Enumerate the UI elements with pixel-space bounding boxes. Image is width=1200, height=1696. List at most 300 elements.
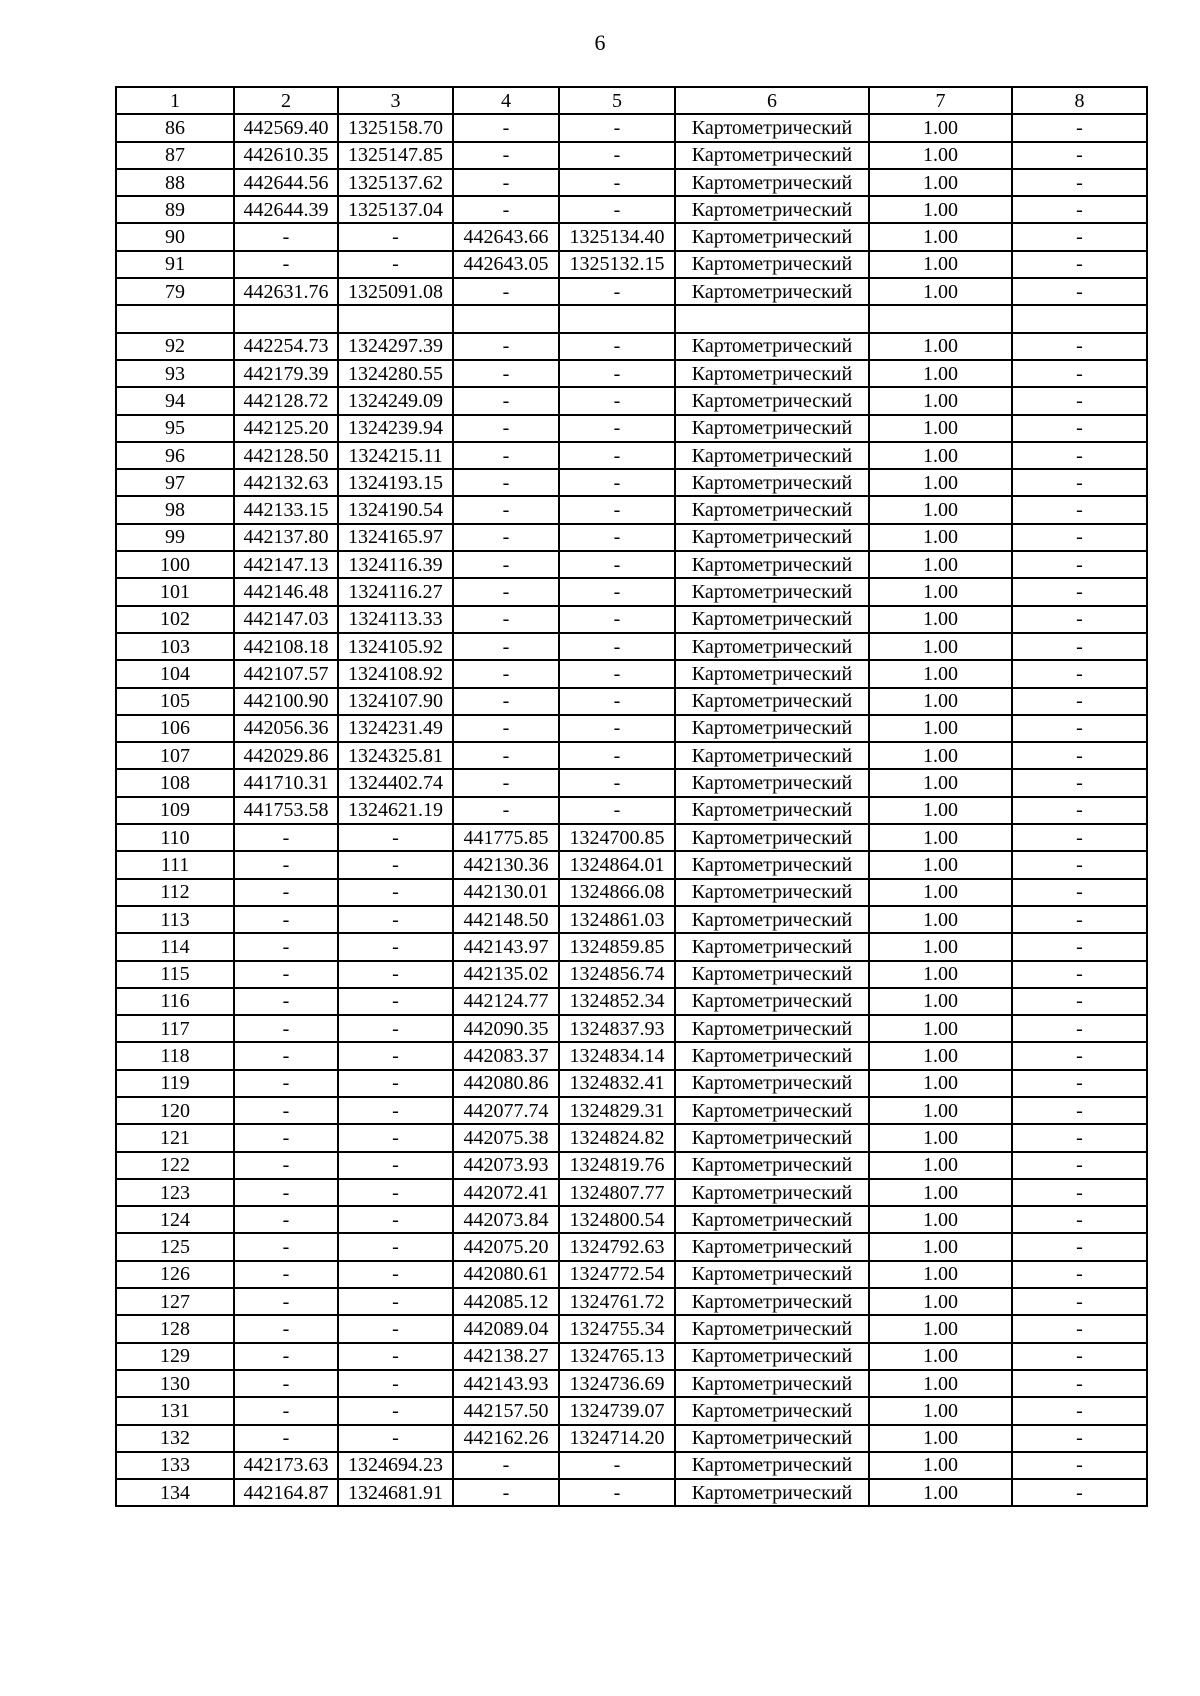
x-coordinate-cell: 442128.50 bbox=[234, 442, 338, 469]
accuracy-cell: 1.00 bbox=[869, 142, 1012, 169]
table-row bbox=[116, 251, 1147, 278]
note-cell: - bbox=[1012, 851, 1147, 878]
method-cell: Картометрический bbox=[675, 1179, 869, 1206]
table-row bbox=[116, 496, 1147, 523]
x-coordinate-alt-cell: - bbox=[453, 169, 559, 196]
method-cell: Картометрический bbox=[675, 1124, 869, 1151]
table-row bbox=[116, 1179, 1147, 1206]
x-coordinate-alt-cell bbox=[453, 305, 559, 332]
point-number-cell: 100 bbox=[116, 551, 234, 578]
y-coordinate-cell: - bbox=[338, 824, 453, 851]
y-coordinate-cell: - bbox=[338, 933, 453, 960]
table-row bbox=[116, 824, 1147, 851]
point-number-cell: 113 bbox=[116, 906, 234, 933]
x-coordinate-alt-cell: - bbox=[453, 142, 559, 169]
accuracy-cell: 1.00 bbox=[869, 688, 1012, 715]
x-coordinate-cell: 442179.39 bbox=[234, 360, 338, 387]
accuracy-cell: 1.00 bbox=[869, 333, 1012, 360]
point-number-cell: 86 bbox=[116, 114, 234, 141]
x-coordinate-alt-cell: 442077.74 bbox=[453, 1097, 559, 1124]
method-cell: Картометрический bbox=[675, 1315, 869, 1342]
x-coordinate-alt-cell: 442162.26 bbox=[453, 1425, 559, 1452]
method-cell: Картометрический bbox=[675, 1233, 869, 1260]
y-coordinate-alt-cell: - bbox=[559, 742, 675, 769]
point-number-cell: 112 bbox=[116, 879, 234, 906]
y-coordinate-cell: 1324193.15 bbox=[338, 469, 453, 496]
x-coordinate-cell: 442147.03 bbox=[234, 606, 338, 633]
y-coordinate-cell: - bbox=[338, 1179, 453, 1206]
note-cell: - bbox=[1012, 660, 1147, 687]
table-row bbox=[116, 578, 1147, 605]
note-cell: - bbox=[1012, 1370, 1147, 1397]
note-cell: - bbox=[1012, 578, 1147, 605]
table-row bbox=[116, 333, 1147, 360]
x-coordinate-cell: 442100.90 bbox=[234, 688, 338, 715]
method-cell: Картометрический bbox=[675, 251, 869, 278]
method-cell: Картометрический bbox=[675, 769, 869, 796]
point-number-cell: 92 bbox=[116, 333, 234, 360]
column-header: 1 bbox=[116, 87, 234, 114]
y-coordinate-alt-cell: - bbox=[559, 688, 675, 715]
accuracy-cell: 1.00 bbox=[869, 824, 1012, 851]
y-coordinate-alt-cell: 1324832.41 bbox=[559, 1070, 675, 1097]
y-coordinate-alt-cell: 1324739.07 bbox=[559, 1397, 675, 1424]
note-cell: - bbox=[1012, 1343, 1147, 1370]
x-coordinate-cell: 442644.56 bbox=[234, 169, 338, 196]
accuracy-cell: 1.00 bbox=[869, 360, 1012, 387]
table-row bbox=[116, 1425, 1147, 1452]
y-coordinate-alt-cell: - bbox=[559, 578, 675, 605]
note-cell: - bbox=[1012, 196, 1147, 223]
point-number-cell: 119 bbox=[116, 1070, 234, 1097]
x-coordinate-alt-cell: - bbox=[453, 1479, 559, 1506]
x-coordinate-alt-cell: - bbox=[453, 278, 559, 305]
y-coordinate-cell: - bbox=[338, 251, 453, 278]
accuracy-cell bbox=[869, 305, 1012, 332]
y-coordinate-alt-cell: 1324829.31 bbox=[559, 1097, 675, 1124]
x-coordinate-alt-cell: - bbox=[453, 633, 559, 660]
x-coordinate-cell: 442132.63 bbox=[234, 469, 338, 496]
table-row bbox=[116, 278, 1147, 305]
x-coordinate-alt-cell: - bbox=[453, 333, 559, 360]
column-header: 2 bbox=[234, 87, 338, 114]
x-coordinate-cell: - bbox=[234, 824, 338, 851]
y-coordinate-cell: 1324108.92 bbox=[338, 660, 453, 687]
y-coordinate-cell: - bbox=[338, 1370, 453, 1397]
point-number-cell bbox=[116, 305, 234, 332]
note-cell: - bbox=[1012, 415, 1147, 442]
point-number-cell: 88 bbox=[116, 169, 234, 196]
method-cell: Картометрический bbox=[675, 1261, 869, 1288]
table-row bbox=[116, 415, 1147, 442]
point-number-cell: 108 bbox=[116, 769, 234, 796]
x-coordinate-alt-cell: - bbox=[453, 524, 559, 551]
point-number-cell: 93 bbox=[116, 360, 234, 387]
y-coordinate-cell: - bbox=[338, 1315, 453, 1342]
page-number: 6 bbox=[594, 30, 606, 55]
table-row bbox=[116, 988, 1147, 1015]
accuracy-cell: 1.00 bbox=[869, 660, 1012, 687]
accuracy-cell: 1.00 bbox=[869, 223, 1012, 250]
y-coordinate-cell: - bbox=[338, 961, 453, 988]
x-coordinate-cell: - bbox=[234, 1015, 338, 1042]
note-cell: - bbox=[1012, 251, 1147, 278]
point-number-cell: 125 bbox=[116, 1233, 234, 1260]
x-coordinate-alt-cell: 442080.61 bbox=[453, 1261, 559, 1288]
accuracy-cell: 1.00 bbox=[869, 196, 1012, 223]
point-number-cell: 89 bbox=[116, 196, 234, 223]
point-number-cell: 118 bbox=[116, 1042, 234, 1069]
table-row bbox=[116, 1397, 1147, 1424]
accuracy-cell: 1.00 bbox=[869, 278, 1012, 305]
y-coordinate-cell: 1324113.33 bbox=[338, 606, 453, 633]
table-row bbox=[116, 1343, 1147, 1370]
point-number-cell: 106 bbox=[116, 715, 234, 742]
accuracy-cell: 1.00 bbox=[869, 1261, 1012, 1288]
accuracy-cell: 1.00 bbox=[869, 1179, 1012, 1206]
y-coordinate-alt-cell: 1324800.54 bbox=[559, 1206, 675, 1233]
table-row bbox=[116, 442, 1147, 469]
method-cell: Картометрический bbox=[675, 169, 869, 196]
y-coordinate-alt-cell: - bbox=[559, 278, 675, 305]
y-coordinate-cell: 1325137.04 bbox=[338, 196, 453, 223]
accuracy-cell: 1.00 bbox=[869, 415, 1012, 442]
table-row bbox=[116, 1042, 1147, 1069]
y-coordinate-alt-cell: 1324736.69 bbox=[559, 1370, 675, 1397]
x-coordinate-alt-cell: - bbox=[453, 496, 559, 523]
method-cell: Картометрический bbox=[675, 933, 869, 960]
table-row bbox=[116, 1288, 1147, 1315]
table-row bbox=[116, 1479, 1147, 1506]
note-cell: - bbox=[1012, 442, 1147, 469]
y-coordinate-cell: 1325091.08 bbox=[338, 278, 453, 305]
y-coordinate-alt-cell: - bbox=[559, 333, 675, 360]
x-coordinate-cell: - bbox=[234, 1042, 338, 1069]
table-row bbox=[116, 851, 1147, 878]
method-cell: Картометрический bbox=[675, 1288, 869, 1315]
table-row bbox=[116, 1152, 1147, 1179]
method-cell: Картометрический bbox=[675, 688, 869, 715]
method-cell: Картометрический bbox=[675, 715, 869, 742]
x-coordinate-cell: 442107.57 bbox=[234, 660, 338, 687]
x-coordinate-alt-cell: 442072.41 bbox=[453, 1179, 559, 1206]
table-body bbox=[116, 114, 1147, 1506]
column-header: 4 bbox=[453, 87, 559, 114]
x-coordinate-cell: - bbox=[234, 223, 338, 250]
x-coordinate-cell: 441710.31 bbox=[234, 769, 338, 796]
note-cell: - bbox=[1012, 606, 1147, 633]
y-coordinate-cell: 1325158.70 bbox=[338, 114, 453, 141]
method-cell: Картометрический bbox=[675, 797, 869, 824]
y-coordinate-alt-cell: 1324755.34 bbox=[559, 1315, 675, 1342]
table-row bbox=[116, 1015, 1147, 1042]
note-cell: - bbox=[1012, 360, 1147, 387]
method-cell: Картометрический bbox=[675, 1425, 869, 1452]
y-coordinate-alt-cell: 1324714.20 bbox=[559, 1425, 675, 1452]
note-cell: - bbox=[1012, 1015, 1147, 1042]
point-number-cell: 94 bbox=[116, 387, 234, 414]
y-coordinate-cell: 1324239.94 bbox=[338, 415, 453, 442]
note-cell: - bbox=[1012, 333, 1147, 360]
point-number-cell: 130 bbox=[116, 1370, 234, 1397]
method-cell: Картометрический bbox=[675, 1452, 869, 1479]
x-coordinate-cell: - bbox=[234, 1288, 338, 1315]
y-coordinate-cell: 1324297.39 bbox=[338, 333, 453, 360]
x-coordinate-cell: - bbox=[234, 1343, 338, 1370]
x-coordinate-alt-cell: 442143.93 bbox=[453, 1370, 559, 1397]
y-coordinate-cell: 1324107.90 bbox=[338, 688, 453, 715]
note-cell: - bbox=[1012, 742, 1147, 769]
x-coordinate-alt-cell: 442130.36 bbox=[453, 851, 559, 878]
x-coordinate-cell: - bbox=[234, 1370, 338, 1397]
x-coordinate-alt-cell: 442090.35 bbox=[453, 1015, 559, 1042]
x-coordinate-cell: - bbox=[234, 1233, 338, 1260]
y-coordinate-cell: 1325137.62 bbox=[338, 169, 453, 196]
accuracy-cell: 1.00 bbox=[869, 496, 1012, 523]
table-row bbox=[116, 742, 1147, 769]
method-cell: Картометрический bbox=[675, 387, 869, 414]
y-coordinate-cell bbox=[338, 305, 453, 332]
y-coordinate-cell: 1324165.97 bbox=[338, 524, 453, 551]
x-coordinate-alt-cell: - bbox=[453, 578, 559, 605]
y-coordinate-alt-cell: - bbox=[559, 496, 675, 523]
y-coordinate-alt-cell: - bbox=[559, 169, 675, 196]
x-coordinate-cell: - bbox=[234, 1425, 338, 1452]
x-coordinate-alt-cell: 442143.97 bbox=[453, 933, 559, 960]
accuracy-cell: 1.00 bbox=[869, 606, 1012, 633]
x-coordinate-cell: 442137.80 bbox=[234, 524, 338, 551]
coordinates-table bbox=[115, 86, 1148, 1507]
x-coordinate-cell: 442029.86 bbox=[234, 742, 338, 769]
point-number-cell: 131 bbox=[116, 1397, 234, 1424]
point-number-cell: 126 bbox=[116, 1261, 234, 1288]
note-cell: - bbox=[1012, 114, 1147, 141]
note-cell: - bbox=[1012, 496, 1147, 523]
method-cell: Картометрический bbox=[675, 114, 869, 141]
point-number-cell: 133 bbox=[116, 1452, 234, 1479]
table-row bbox=[116, 769, 1147, 796]
x-coordinate-alt-cell: 442089.04 bbox=[453, 1315, 559, 1342]
note-cell: - bbox=[1012, 961, 1147, 988]
point-number-cell: 124 bbox=[116, 1206, 234, 1233]
x-coordinate-cell: - bbox=[234, 906, 338, 933]
method-cell: Картометрический bbox=[675, 415, 869, 442]
accuracy-cell: 1.00 bbox=[869, 1343, 1012, 1370]
accuracy-cell: 1.00 bbox=[869, 169, 1012, 196]
table-row bbox=[116, 715, 1147, 742]
point-number-cell: 127 bbox=[116, 1288, 234, 1315]
note-cell: - bbox=[1012, 1288, 1147, 1315]
method-cell: Картометрический bbox=[675, 1206, 869, 1233]
y-coordinate-cell: - bbox=[338, 1397, 453, 1424]
point-number-cell: 129 bbox=[116, 1343, 234, 1370]
table-row bbox=[116, 1370, 1147, 1397]
point-number-cell: 110 bbox=[116, 824, 234, 851]
accuracy-cell: 1.00 bbox=[869, 1042, 1012, 1069]
method-cell: Картометрический bbox=[675, 1343, 869, 1370]
table-row bbox=[116, 797, 1147, 824]
note-cell: - bbox=[1012, 1479, 1147, 1506]
x-coordinate-alt-cell: 442148.50 bbox=[453, 906, 559, 933]
x-coordinate-alt-cell: - bbox=[453, 114, 559, 141]
point-number-cell: 123 bbox=[116, 1179, 234, 1206]
accuracy-cell: 1.00 bbox=[869, 1152, 1012, 1179]
method-cell: Картометрический bbox=[675, 196, 869, 223]
x-coordinate-alt-cell: 442075.38 bbox=[453, 1124, 559, 1151]
point-number-cell: 90 bbox=[116, 223, 234, 250]
y-coordinate-cell: 1324325.81 bbox=[338, 742, 453, 769]
y-coordinate-cell: - bbox=[338, 1206, 453, 1233]
x-coordinate-alt-cell: - bbox=[453, 742, 559, 769]
y-coordinate-cell: 1324116.39 bbox=[338, 551, 453, 578]
method-cell: Картометрический bbox=[675, 988, 869, 1015]
table-row bbox=[116, 606, 1147, 633]
method-cell: Картометрический bbox=[675, 278, 869, 305]
point-number-cell: 99 bbox=[116, 524, 234, 551]
accuracy-cell: 1.00 bbox=[869, 933, 1012, 960]
table-row bbox=[116, 660, 1147, 687]
accuracy-cell: 1.00 bbox=[869, 469, 1012, 496]
y-coordinate-alt-cell: - bbox=[559, 196, 675, 223]
note-cell: - bbox=[1012, 1397, 1147, 1424]
x-coordinate-alt-cell: - bbox=[453, 551, 559, 578]
column-header: 5 bbox=[559, 87, 675, 114]
table-row bbox=[116, 223, 1147, 250]
y-coordinate-cell: - bbox=[338, 1261, 453, 1288]
method-cell: Картометрический bbox=[675, 1097, 869, 1124]
method-cell: Картометрический bbox=[675, 223, 869, 250]
accuracy-cell: 1.00 bbox=[869, 1397, 1012, 1424]
table-row bbox=[116, 387, 1147, 414]
x-coordinate-cell: 442164.87 bbox=[234, 1479, 338, 1506]
y-coordinate-alt-cell: - bbox=[559, 660, 675, 687]
table-row bbox=[116, 1452, 1147, 1479]
accuracy-cell: 1.00 bbox=[869, 851, 1012, 878]
y-coordinate-cell: - bbox=[338, 851, 453, 878]
point-number-cell: 95 bbox=[116, 415, 234, 442]
method-cell: Картометрический bbox=[675, 578, 869, 605]
y-coordinate-alt-cell: 1324866.08 bbox=[559, 879, 675, 906]
y-coordinate-alt-cell: 1324792.63 bbox=[559, 1233, 675, 1260]
x-coordinate-cell: - bbox=[234, 851, 338, 878]
note-cell: - bbox=[1012, 797, 1147, 824]
column-header: 7 bbox=[869, 87, 1012, 114]
note-cell: - bbox=[1012, 1452, 1147, 1479]
x-coordinate-cell: - bbox=[234, 251, 338, 278]
x-coordinate-alt-cell: - bbox=[453, 360, 559, 387]
y-coordinate-cell: - bbox=[338, 1288, 453, 1315]
y-coordinate-alt-cell: 1324761.72 bbox=[559, 1288, 675, 1315]
table-row bbox=[116, 906, 1147, 933]
y-coordinate-alt-cell: - bbox=[559, 1479, 675, 1506]
point-number-cell: 79 bbox=[116, 278, 234, 305]
method-cell: Картометрический bbox=[675, 1015, 869, 1042]
point-number-cell: 107 bbox=[116, 742, 234, 769]
point-number-cell: 128 bbox=[116, 1315, 234, 1342]
accuracy-cell: 1.00 bbox=[869, 1452, 1012, 1479]
y-coordinate-alt-cell: 1324837.93 bbox=[559, 1015, 675, 1042]
x-coordinate-cell: 442108.18 bbox=[234, 633, 338, 660]
y-coordinate-cell: 1324215.11 bbox=[338, 442, 453, 469]
y-coordinate-cell: 1324280.55 bbox=[338, 360, 453, 387]
y-coordinate-alt-cell bbox=[559, 305, 675, 332]
accuracy-cell: 1.00 bbox=[869, 1288, 1012, 1315]
accuracy-cell: 1.00 bbox=[869, 1070, 1012, 1097]
y-coordinate-alt-cell: 1325134.40 bbox=[559, 223, 675, 250]
note-cell: - bbox=[1012, 906, 1147, 933]
y-coordinate-alt-cell: 1324807.77 bbox=[559, 1179, 675, 1206]
x-coordinate-alt-cell: 442075.20 bbox=[453, 1233, 559, 1260]
x-coordinate-alt-cell: 442138.27 bbox=[453, 1343, 559, 1370]
table-header-row bbox=[116, 87, 1147, 114]
accuracy-cell: 1.00 bbox=[869, 578, 1012, 605]
note-cell: - bbox=[1012, 469, 1147, 496]
x-coordinate-cell: 442631.76 bbox=[234, 278, 338, 305]
table-row bbox=[116, 1124, 1147, 1151]
note-cell: - bbox=[1012, 988, 1147, 1015]
y-coordinate-cell: 1324694.23 bbox=[338, 1452, 453, 1479]
method-cell: Картометрический bbox=[675, 633, 869, 660]
accuracy-cell: 1.00 bbox=[869, 1233, 1012, 1260]
y-coordinate-alt-cell: - bbox=[559, 469, 675, 496]
note-cell: - bbox=[1012, 1425, 1147, 1452]
method-cell: Картометрический bbox=[675, 524, 869, 551]
column-header: 6 bbox=[675, 87, 869, 114]
y-coordinate-cell: - bbox=[338, 906, 453, 933]
x-coordinate-alt-cell: 442157.50 bbox=[453, 1397, 559, 1424]
y-coordinate-cell: - bbox=[338, 879, 453, 906]
accuracy-cell: 1.00 bbox=[869, 879, 1012, 906]
note-cell: - bbox=[1012, 223, 1147, 250]
method-cell: Картометрический bbox=[675, 1370, 869, 1397]
y-coordinate-alt-cell: 1324856.74 bbox=[559, 961, 675, 988]
y-coordinate-alt-cell: - bbox=[559, 797, 675, 824]
y-coordinate-cell: - bbox=[338, 1124, 453, 1151]
y-coordinate-alt-cell: - bbox=[559, 415, 675, 442]
y-coordinate-alt-cell: - bbox=[559, 442, 675, 469]
method-cell: Картометрический bbox=[675, 551, 869, 578]
accuracy-cell: 1.00 bbox=[869, 251, 1012, 278]
x-coordinate-cell: 442146.48 bbox=[234, 578, 338, 605]
y-coordinate-cell: - bbox=[338, 988, 453, 1015]
x-coordinate-cell: - bbox=[234, 1179, 338, 1206]
y-coordinate-cell: 1325147.85 bbox=[338, 142, 453, 169]
note-cell: - bbox=[1012, 769, 1147, 796]
y-coordinate-cell: - bbox=[338, 1042, 453, 1069]
x-coordinate-cell: - bbox=[234, 879, 338, 906]
x-coordinate-alt-cell: - bbox=[453, 1452, 559, 1479]
table-row bbox=[116, 114, 1147, 141]
y-coordinate-cell: - bbox=[338, 1015, 453, 1042]
x-coordinate-alt-cell: - bbox=[453, 387, 559, 414]
x-coordinate-cell: 442644.39 bbox=[234, 196, 338, 223]
note-cell: - bbox=[1012, 1097, 1147, 1124]
y-coordinate-cell: 1324681.91 bbox=[338, 1479, 453, 1506]
x-coordinate-cell: 442254.73 bbox=[234, 333, 338, 360]
y-coordinate-alt-cell: - bbox=[559, 524, 675, 551]
x-coordinate-alt-cell: 442073.93 bbox=[453, 1152, 559, 1179]
method-cell: Картометрический bbox=[675, 824, 869, 851]
x-coordinate-alt-cell: 442135.02 bbox=[453, 961, 559, 988]
table-row bbox=[116, 169, 1147, 196]
note-cell: - bbox=[1012, 1070, 1147, 1097]
x-coordinate-alt-cell: - bbox=[453, 196, 559, 223]
accuracy-cell: 1.00 bbox=[869, 1479, 1012, 1506]
x-coordinate-alt-cell: - bbox=[453, 469, 559, 496]
x-coordinate-alt-cell: - bbox=[453, 415, 559, 442]
accuracy-cell: 1.00 bbox=[869, 387, 1012, 414]
y-coordinate-alt-cell: - bbox=[559, 633, 675, 660]
